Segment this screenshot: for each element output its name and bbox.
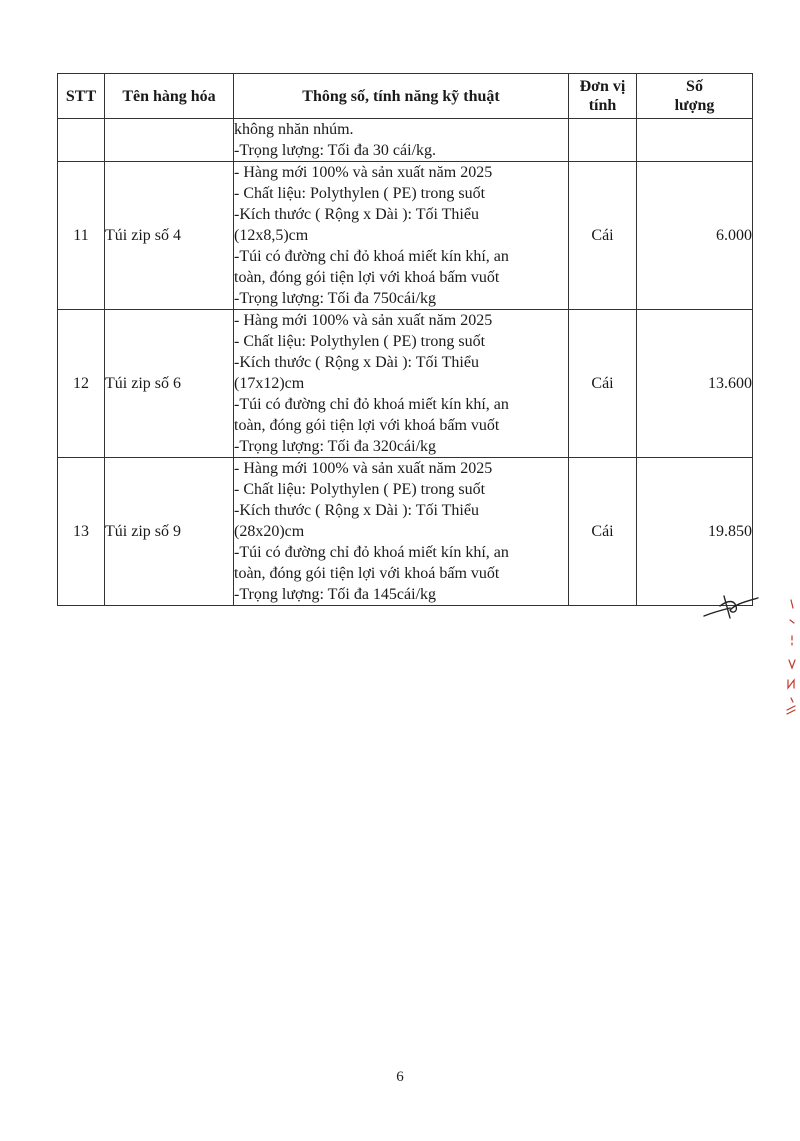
cell-unit [569,119,637,162]
spec-line: -Trọng lượng: Tối đa 320cái/kg [234,438,437,455]
table-header-row [58,74,753,119]
table-row-continuation [58,119,753,162]
spec-line: -Túi có đường chỉ đỏ khoá miết kín khí, an [234,544,509,561]
spec-line: (17x12)cm [234,375,305,392]
spec-line: toàn, đóng gói tiện lợi với khoá bấm vuốt [234,417,500,434]
spec-line: (12x8,5)cm [234,227,309,244]
spec-line: - Hàng mới 100% và sản xuất năm 2025 [234,164,493,181]
cell-stt: 12 [58,310,105,458]
header-qty [637,74,753,119]
spec-line: -Trọng lượng: Tối đa 145cái/kg [234,586,437,603]
cell-stt: 11 [58,162,105,310]
page-number: 6 [396,1069,404,1085]
cell-qty: 13.600 [637,310,753,458]
cell-spec [234,458,569,606]
cell-spec [234,162,569,310]
spec-line: -Trọng lượng: Tối đa 30 cái/kg. [234,142,437,159]
spec-line: (28x20)cm [234,523,305,540]
cell-qty: 19.850 [637,458,753,606]
signature-icon [700,588,760,624]
specification-table [57,73,753,606]
spec-line: -Kích thước ( Rộng x Dài ): Tối Thiểu [234,502,479,519]
cell-unit: Cái [569,162,637,310]
cell-spec [234,119,569,162]
spec-line: - Chất liệu: Polythylen ( PE) trong suốt [234,481,486,498]
spec-line: toàn, đóng gói tiện lợi với khoá bấm vuốt [234,269,500,286]
table-row [58,162,753,310]
spec-line: - Hàng mới 100% và sản xuất năm 2025 [234,460,493,477]
spec-line: -Kích thước ( Rộng x Dài ): Tối Thiểu [234,354,479,371]
spec-line: không nhăn nhúm. [234,121,354,138]
header-qty-line2: lượng [674,97,715,114]
spec-line: -Túi có đường chỉ đỏ khoá miết kín khí, an [234,248,509,265]
spec-line: -Túi có đường chỉ đỏ khoá miết kín khí, an [234,396,509,413]
stamp-marks-icon [782,596,800,716]
cell-unit: Cái [569,310,637,458]
spec-line: - Hàng mới 100% và sản xuất năm 2025 [234,312,493,329]
spec-line: -Kích thước ( Rộng x Dài ): Tối Thiểu [234,206,479,223]
header-name: Tên hàng hóa [105,74,234,119]
cell-stt: 13 [58,458,105,606]
cell-qty: 6.000 [637,162,753,310]
cell-unit: Cái [569,458,637,606]
spec-line: toàn, đóng gói tiện lợi với khoá bấm vuốt [234,565,500,582]
table-row [58,458,753,606]
header-unit [569,74,637,119]
cell-name: Túi zip số 4 [105,162,234,310]
cell-name: Túi zip số 9 [105,458,234,606]
header-qty-line1: Số [686,78,703,95]
spec-line: - Chất liệu: Polythylen ( PE) trong suốt [234,185,486,202]
header-stt: STT [58,74,105,119]
spec-line: -Trọng lượng: Tối đa 750cái/kg [234,290,437,307]
cell-stt [58,119,105,162]
spec-line: - Chất liệu: Polythylen ( PE) trong suốt [234,333,486,350]
cell-name: Túi zip số 6 [105,310,234,458]
header-unit-line1: Đơn vị [579,78,626,95]
cell-qty [637,119,753,162]
header-spec: Thông số, tính năng kỹ thuật [234,74,569,119]
cell-spec [234,310,569,458]
cell-name [105,119,234,162]
header-unit-line2: tính [588,97,617,114]
table-row [58,310,753,458]
